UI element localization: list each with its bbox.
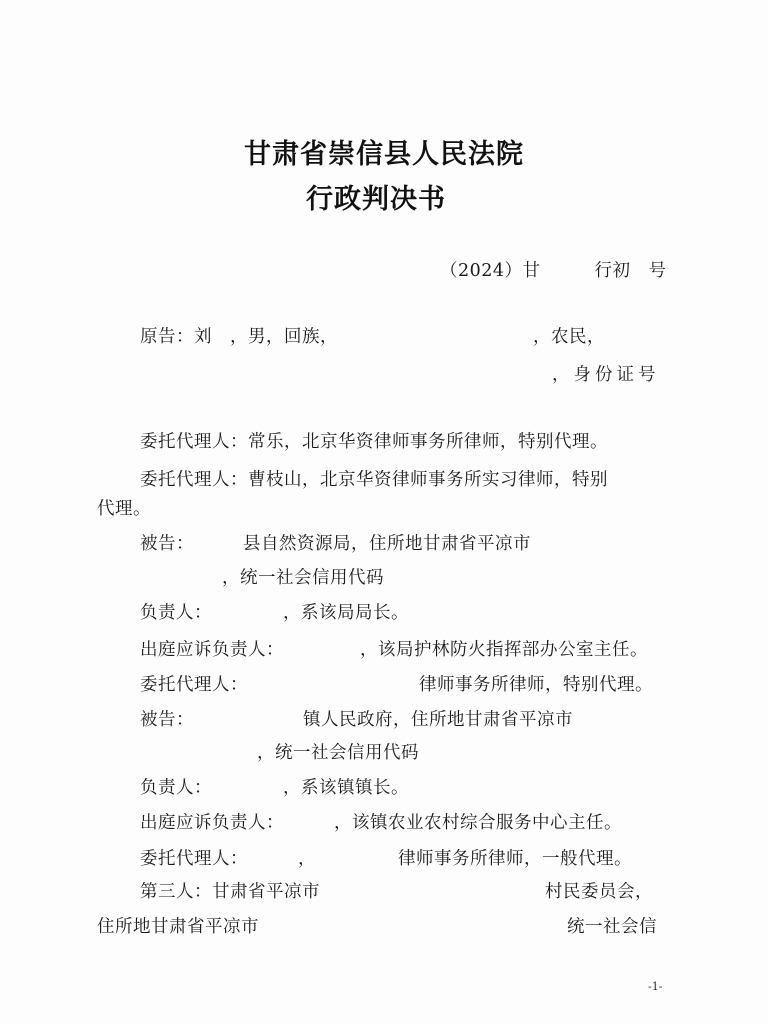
plaintiff-agent-2: 委托代理人：曹枝山，北京华资律师事务所实习律师，特别	[140, 470, 608, 490]
defendant-1-label: 被告：	[140, 534, 194, 554]
document-type: 行政判决书	[306, 184, 446, 215]
case-number: （2024）甘 行初 号	[440, 261, 667, 281]
defendant-2-name: 镇人民政府，住所地甘肃省平凉市	[303, 710, 573, 730]
defendant-2-agent: 律师事务所律师，一般代理。	[398, 849, 632, 869]
defendant-2-agent-sep: ，	[298, 849, 316, 869]
defendant-1-head: ，系该局局长。	[283, 603, 409, 623]
defendant-2-head-label: 负责人：	[140, 778, 212, 798]
defendant-2-agent-label: 委托代理人：	[140, 849, 248, 869]
defendant-2-court-head-label: 出庭应诉负责人：	[140, 813, 284, 833]
defendant-1-credit-code: ，统一社会信用代码	[222, 568, 384, 588]
page-number: -1-	[648, 980, 663, 993]
defendant-1-agent: 律师事务所律师，特别代理。	[419, 675, 653, 695]
defendant-2-credit-code: ，统一社会信用代码	[257, 743, 419, 763]
court-name: 甘肃省崇信县人民法院	[244, 139, 524, 170]
third-party-address: 住所地甘肃省平凉市	[97, 917, 259, 937]
third-party-credit-code: 统一社会信	[567, 917, 657, 937]
plaintiff-line-2: ，身份证号	[552, 365, 660, 385]
plaintiff-line-1: 原告：刘 ，男，回族，	[140, 327, 338, 347]
third-party-name: 村民委员会，	[545, 882, 653, 902]
plaintiff-agent-1: 委托代理人：常乐，北京华资律师事务所律师，特别代理。	[140, 432, 608, 452]
plaintiff-line-1-occupation: ，农民，	[533, 327, 605, 347]
defendant-2-head: ，系该镇镇长。	[283, 778, 409, 798]
plaintiff-agent-2-cont: 代理。	[97, 499, 151, 519]
defendant-1-court-head: ，该局护林防火指挥部办公室主任。	[360, 640, 648, 660]
defendant-1-court-head-label: 出庭应诉负责人：	[140, 640, 284, 660]
defendant-2-label: 被告：	[140, 710, 194, 730]
defendant-2-court-head: ，该镇农业农村综合服务中心主任。	[334, 813, 622, 833]
defendant-1-head-label: 负责人：	[140, 603, 212, 623]
third-party-label: 第三人：甘肃省平凉市	[140, 882, 320, 902]
defendant-1-agent-label: 委托代理人：	[140, 675, 248, 695]
defendant-1-name: 县自然资源局，住所地甘肃省平凉市	[243, 534, 531, 554]
